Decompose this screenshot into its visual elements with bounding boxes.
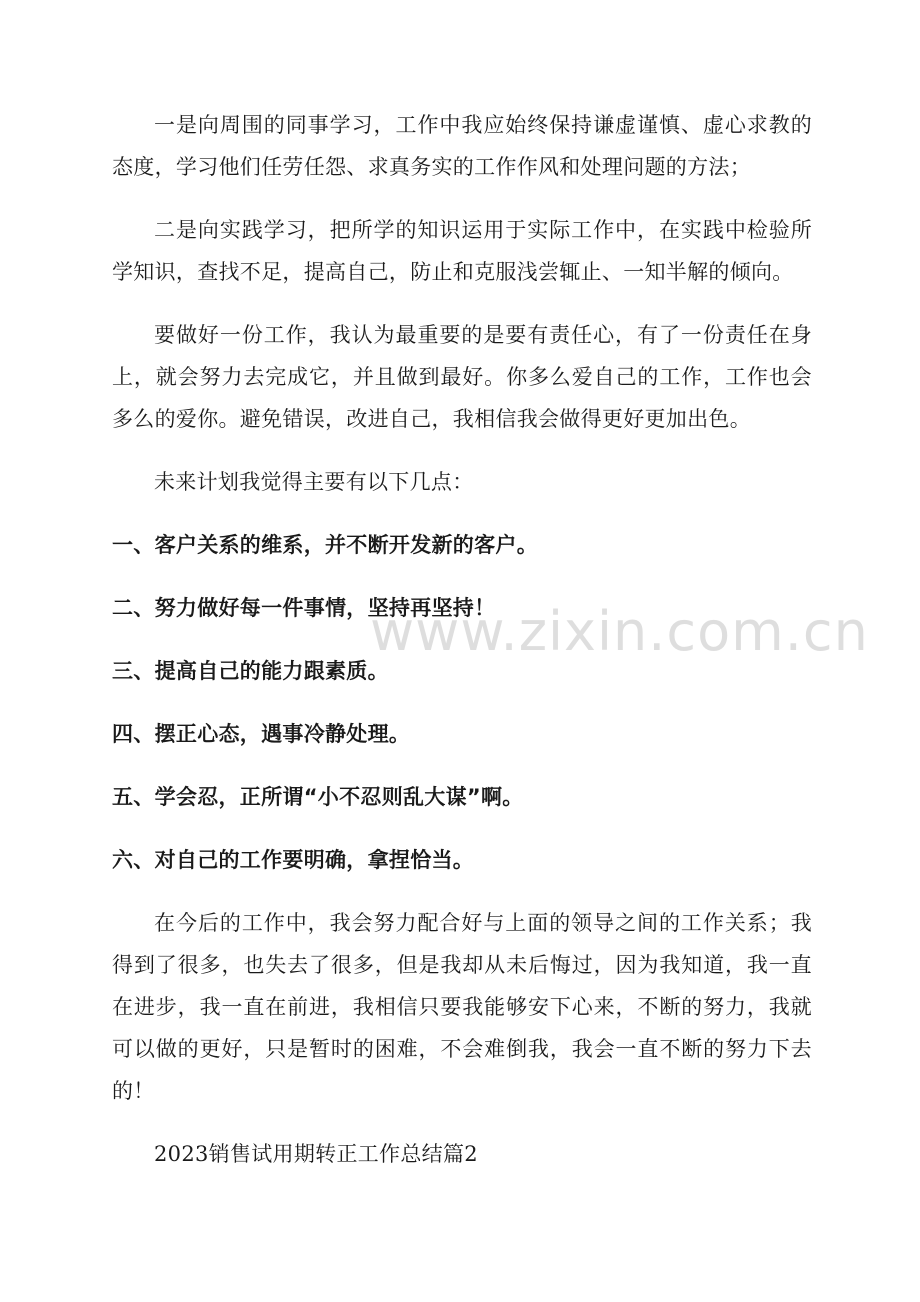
plan-item-4: 四、摆正心态，遇事冷静处理。 bbox=[112, 722, 411, 746]
section-heading-part-2: 2023销售试用期转正工作总结篇2 bbox=[154, 1142, 478, 1166]
paragraph-responsibility: 要做好一份工作，我认为最重要的是要有责任心，有了一份责任在身上，就会努力去完成它，并且做到最好。你多么爱自己的工作，工作也会多么的爱你。避免错误，改进自己，我相信我会做得更好更加出色。 bbox=[112, 323, 812, 431]
site-watermark: www.zixin.com.cn bbox=[370, 600, 869, 663]
paragraph-learn-from-practice: 二是向实践学习，把所学的知识运用于实际工作中，在实践中检验所学知识，查找不足，提高自己，防止和克服浅尝辄止、一知半解的倾向。 bbox=[112, 218, 812, 284]
plan-item-5: 五、学会忍，正所谓“小不忍则乱大谋”啊。 bbox=[112, 785, 524, 809]
paragraph-learn-from-colleagues: 一是向周围的同事学习，工作中我应始终保持谦虚谨慎、虚心求教的态度，学习他们任劳任怨、求真务实的工作作风和处理问题的方法； bbox=[112, 113, 812, 179]
plan-item-6: 六、对自己的工作要明确，拿捏恰当。 bbox=[112, 848, 475, 872]
plan-item-1: 一、客户关系的维系，并不断开发新的客户。 bbox=[112, 533, 538, 557]
paragraph-future-work: 在今后的工作中，我会努力配合好与上面的领导之间的工作关系；我得到了很多，也失去了很多，但是我却从未后悔过，因为我知道，我一直在进步，我一直在前进，我相信只要我能够安下心来，不断的努力，我就可以做的更好，只是暂时的困难，不会难倒我，我会一直不断的努力下去的！ bbox=[112, 911, 812, 1103]
document-body bbox=[112, 104, 812, 1196]
plan-item-2: 二、努力做好每一件事情，坚持再坚持！ bbox=[112, 596, 496, 620]
paragraph-future-plan-intro: 未来计划我觉得主要有以下几点： bbox=[154, 470, 474, 494]
plan-item-3: 三、提高自己的能力跟素质。 bbox=[112, 659, 389, 683]
